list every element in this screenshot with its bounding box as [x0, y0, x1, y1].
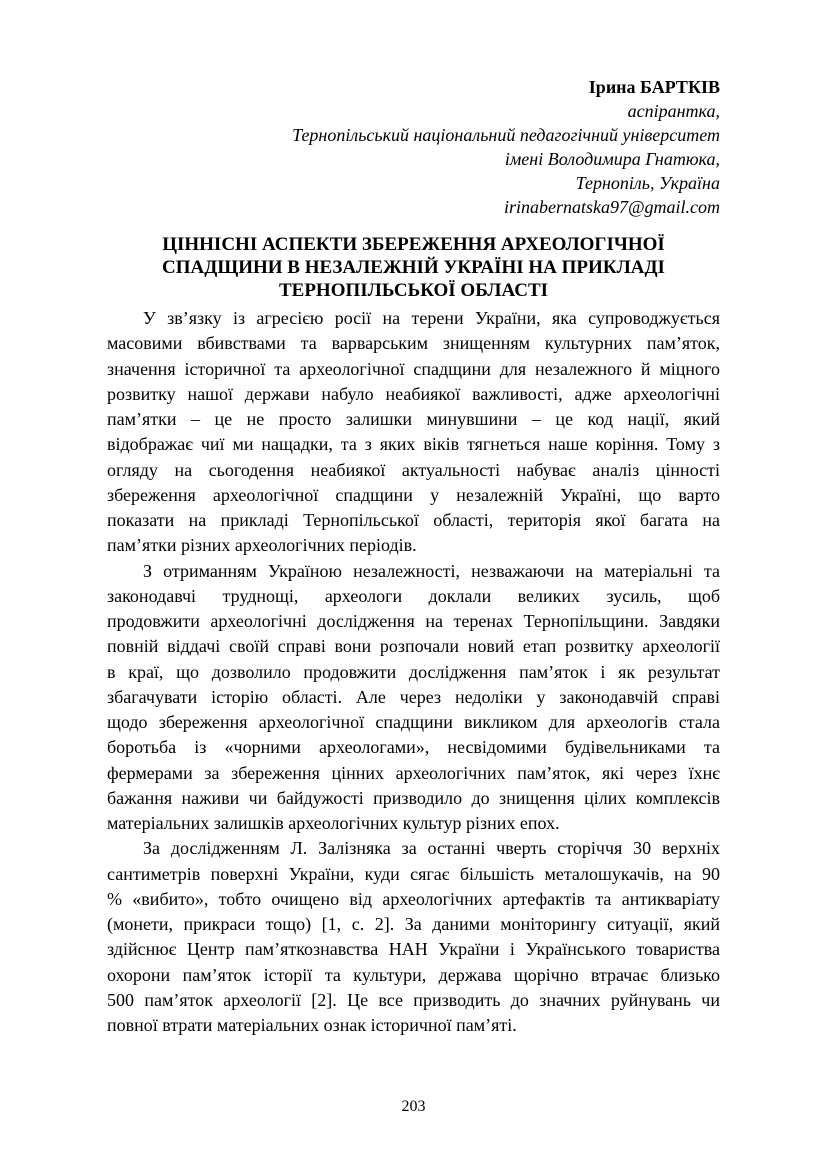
text-line: % «вибито», тобто очищено від археологічних артефактів та антикваріату [107, 888, 720, 909]
text-line: повній віддачі своїй справі вони розпочали новий етап розвитку археології [107, 636, 720, 657]
text-line: (монети, прикраси тощо) [1, с. 2]. За даними моніторингу ситуації, який [107, 914, 720, 934]
text-line: У зв’язку із агресією росії на терени України, яка супроводжується [143, 308, 720, 328]
text-line: бажання наживи чи байдужості призводило до знищення цілих комплексів [107, 787, 720, 808]
text-line: значення історичної та археологічної спадщини для незалежного й міцного [107, 358, 720, 379]
text-line: 500 пам’яток археології [2]. Це все призводить до значних руйнувань чи [107, 989, 720, 1010]
text-line: збагачувати історію області. Але через недоліки у законодавчій справі [107, 686, 720, 707]
text-line: щодо збереження археологічної спадщини викликом для археологів стала [107, 712, 720, 732]
text-line: За дослідженням Л. Залізняка за останні чверть сторіччя 30 верхніх [143, 838, 720, 859]
author-block [292, 75, 720, 219]
article-title-line: ЦІННІСНІ АСПЕКТИ ЗБЕРЕЖЕННЯ АРХЕОЛОГІЧНОЇ [162, 234, 665, 255]
text-line: пам’ятки різних археологічних періодів. [107, 535, 417, 556]
text-line: в краї, що дозволило продовжити дослідження пам’яток і як результат [107, 661, 720, 682]
paragraph-2 [107, 559, 720, 837]
article-title-line: СПАДЩИНИ В НЕЗАЛЕЖНІЙ УКРАЇНІ НА ПРИКЛАДІ [162, 257, 665, 278]
text-line: відображає чиї ми нащадки, та з яких віків тягнеться наше коріння. Тому з [107, 434, 720, 455]
article-title-line: ТЕРНОПІЛЬСЬКОЇ ОБЛАСТІ [278, 280, 549, 301]
author-affiliation-line1: Тернопільський національний педагогічний університет [292, 125, 720, 145]
text-line: повної втрати матеріальних ознак історичної пам’яті. [107, 1015, 517, 1035]
text-line: матеріальних залишків археологічних культур різних епох. [107, 813, 560, 833]
text-line: здійснює Центр пам’яткознавства НАН України і Українського товариства [107, 939, 720, 960]
text-line: огляду на сьогодення неабиякої актуальності набуває аналіз цінності [107, 459, 720, 480]
author-position: аспірантка, [627, 101, 720, 121]
paragraph-1 [107, 306, 720, 559]
text-line: охорони пам’яток історії та культури, держава щорічно втрачає близько [107, 964, 720, 985]
text-line: З отриманням Україною незалежності, незважаючи на матеріальні та [143, 560, 720, 581]
page-number: 203 [401, 1098, 426, 1115]
text-line: збереження археологічної спадщини у незалежній Україні, що варто [107, 484, 720, 505]
article-body [107, 306, 720, 1038]
author-affiliation-line2: імені Володимира Гнатюка, [504, 149, 720, 169]
text-line: боротьба із «чорними археологами», несвідомими будівельниками та [107, 737, 720, 758]
article-title [107, 233, 720, 302]
text-line: сантиметрів поверхні України, куди сягає більшість металошукачів, на 90 [107, 863, 720, 884]
author-name: Ірина БАРТКІВ [588, 77, 720, 97]
author-email: irinabernatska97@gmail.com [503, 197, 720, 217]
text-line: показати на прикладі Тернопільської області, територія якої багата на [107, 510, 720, 530]
text-line: законодавчі труднощі, археологи доклали великих зусиль, щоб [107, 585, 720, 606]
text-line: пам’ятки – це не просто залишки минувшини – це код нації, який [107, 409, 720, 429]
paragraph-3 [107, 836, 720, 1038]
text-line: фермерами за збереження цінних археологічних пам’яток, які через їхнє [107, 762, 720, 783]
text-line: продовжити археологічні дослідження на теренах Тернопільщини. Завдяки [107, 611, 720, 631]
author-location: Тернопіль, Україна [575, 173, 720, 193]
text-line: масовими вбивствами та варварським знищенням культурних пам’яток, [107, 333, 720, 354]
text-line: розвитку нашої держави набуло неабиякої важливості, адже археологічні [107, 383, 720, 404]
